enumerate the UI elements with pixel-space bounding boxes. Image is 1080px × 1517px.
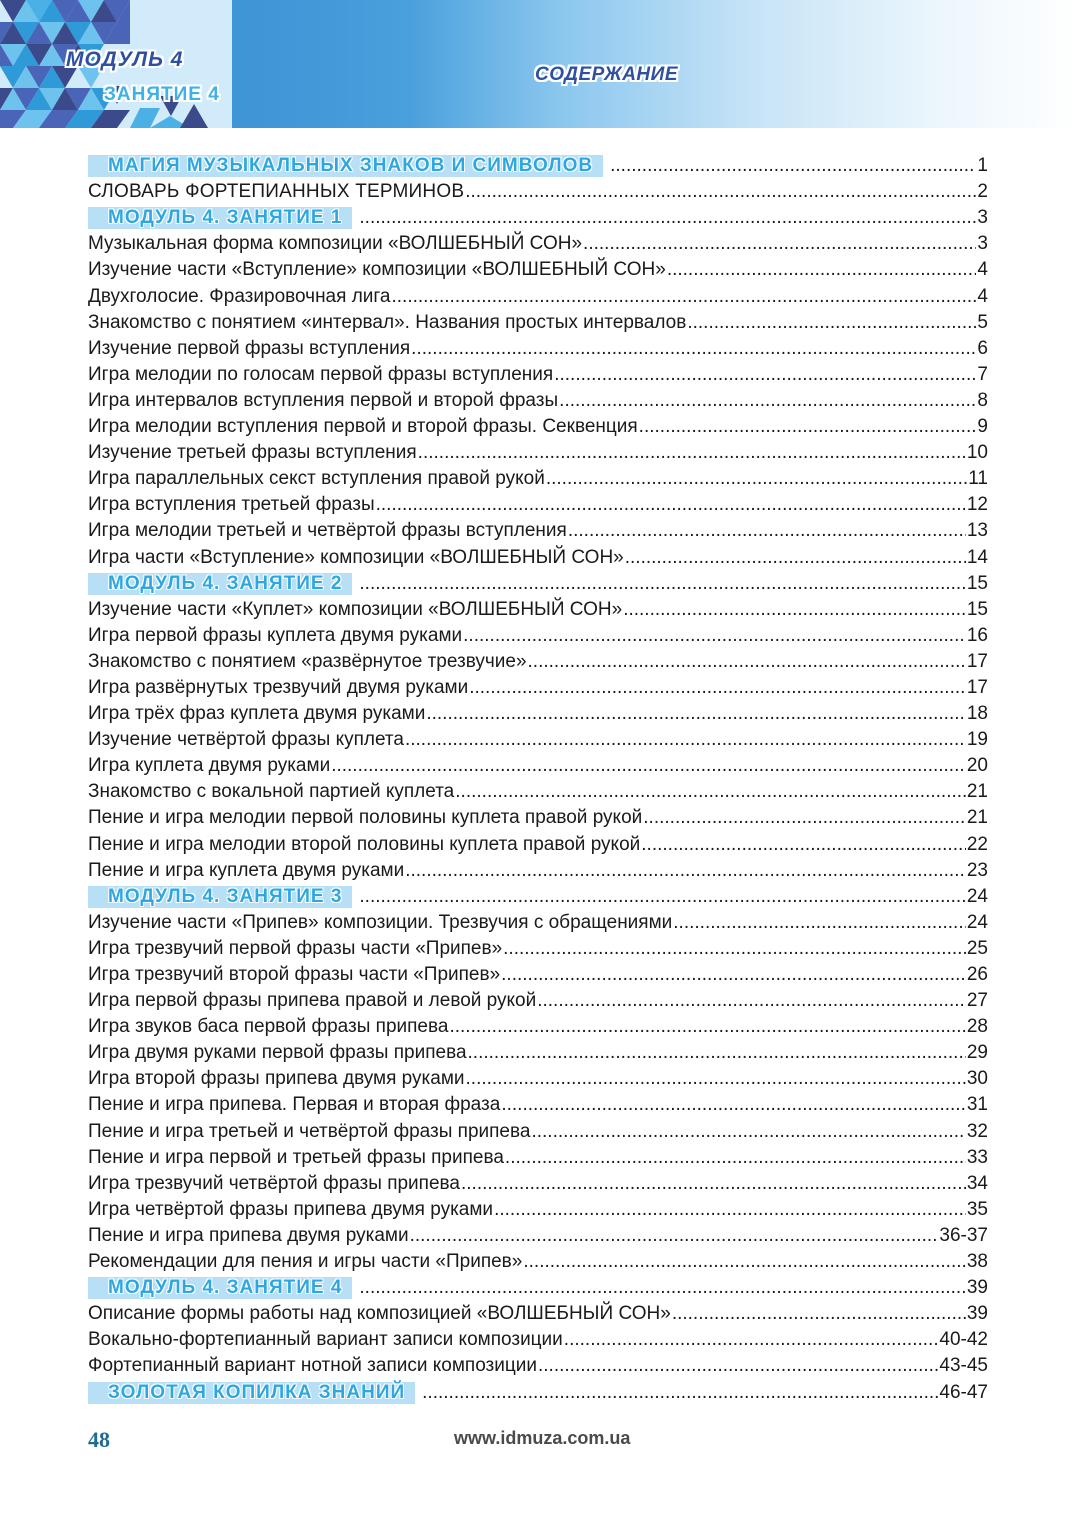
dot-leader bbox=[426, 703, 966, 725]
toc-entry[interactable] bbox=[88, 1090, 988, 1116]
toc-entry-page: 10 bbox=[966, 442, 988, 464]
toc-entry[interactable] bbox=[88, 595, 988, 621]
dot-leader bbox=[468, 1042, 966, 1064]
toc-entry[interactable] bbox=[88, 386, 988, 412]
dot-leader bbox=[501, 964, 966, 986]
toc-entry-page: 3 bbox=[977, 233, 988, 255]
toc-entry-page: 31 bbox=[966, 1094, 988, 1116]
toc-entry-page: 5 bbox=[977, 311, 988, 333]
toc-entry-title: Изучение части «Куплет» композиции «ВОЛШЕБНЫЙ СОН» bbox=[88, 598, 623, 620]
toc-entry[interactable] bbox=[88, 725, 988, 751]
toc-entry[interactable] bbox=[88, 1116, 988, 1142]
dot-leader bbox=[469, 677, 966, 699]
dot-leader bbox=[501, 1094, 966, 1116]
dot-leader bbox=[610, 155, 976, 177]
dot-leader bbox=[583, 233, 976, 255]
toc-entry-title: Рекомендации для пения и игры части «Припев» bbox=[88, 1251, 523, 1273]
toc-entry[interactable] bbox=[88, 490, 988, 516]
dot-leader bbox=[391, 286, 976, 308]
toc-entry-page: 32 bbox=[966, 1120, 988, 1142]
toc-entry-page: 39 bbox=[966, 1303, 988, 1325]
toc-entry-title: МАГИЯ МУЗЫКАЛЬНЫХ ЗНАКОВ И СИМВОЛОВ bbox=[88, 155, 603, 177]
module-label: МОДУЛЬ 4 bbox=[66, 48, 184, 71]
toc-entry[interactable] bbox=[88, 412, 988, 438]
toc-entry[interactable] bbox=[88, 308, 988, 334]
toc-entry-page: 43-45 bbox=[939, 1355, 988, 1377]
toc-entry[interactable] bbox=[88, 542, 988, 568]
toc-entry-page: 19 bbox=[966, 729, 988, 751]
toc-entry-title: Изучение части «Вступление» композиции «ВОЛШЕБНЫЙ СОН» bbox=[88, 259, 666, 281]
toc-entry-page: 15 bbox=[966, 598, 988, 620]
toc-entry-title: Описание формы работы над композицией «ВОЛШЕБНЫЙ СОН» bbox=[88, 1303, 671, 1325]
dot-leader bbox=[494, 1199, 966, 1221]
toc-entry-title: Фортепианный вариант нотной записи композиции bbox=[88, 1355, 537, 1377]
toc-entry-title: Игра звуков баса первой фразы припева bbox=[88, 1016, 449, 1038]
toc-entry-title: Игра куплета двумя руками bbox=[88, 755, 331, 777]
toc-entry-title: Игра трезвучий четвёртой фразы припева bbox=[88, 1172, 460, 1194]
page-header bbox=[0, 0, 1080, 128]
toc-entry-page: 30 bbox=[966, 1068, 988, 1090]
dot-leader bbox=[359, 207, 976, 229]
dot-leader bbox=[546, 468, 967, 490]
toc-entry-page: 46-47 bbox=[939, 1381, 988, 1403]
toc-entry[interactable] bbox=[88, 699, 988, 725]
toc-entry[interactable] bbox=[88, 1325, 988, 1351]
toc-entry-page: 40-42 bbox=[939, 1329, 988, 1351]
website-link[interactable]: www.idmuza.com.ua bbox=[454, 1428, 631, 1448]
dot-leader bbox=[466, 1068, 966, 1090]
toc-entry[interactable] bbox=[88, 1038, 988, 1064]
dot-leader bbox=[559, 390, 976, 412]
toc-entry-page: 21 bbox=[966, 781, 988, 803]
toc-entry-page: 24 bbox=[966, 911, 988, 933]
toc-entry-page: 1 bbox=[977, 155, 988, 177]
toc-entry[interactable] bbox=[88, 647, 988, 673]
dot-leader bbox=[455, 781, 966, 803]
dot-leader bbox=[405, 860, 966, 882]
toc-entry-page: 15 bbox=[966, 572, 988, 594]
toc-entry-title: Игра трезвучий второй фразы части «Припев» bbox=[88, 964, 501, 985]
toc-entry-title: Игра второй фразы припева двумя руками bbox=[88, 1068, 465, 1090]
toc-entry-title: Игра четвёртой фразы припева двумя руками bbox=[88, 1198, 494, 1220]
toc-entry-title: Пение и игра куплета двумя руками bbox=[88, 859, 405, 881]
toc-entry[interactable] bbox=[88, 516, 988, 542]
dot-leader bbox=[359, 1277, 965, 1299]
page-number: 48 bbox=[88, 1427, 110, 1452]
toc-entry[interactable] bbox=[88, 856, 988, 882]
toc-section-heading[interactable] bbox=[88, 203, 988, 229]
dot-leader bbox=[405, 729, 966, 751]
toc-entry-title: Пение и игра мелодии первой половины куплета правой рукой bbox=[88, 807, 643, 829]
toc-entry-page: 29 bbox=[966, 1042, 988, 1064]
toc-entry[interactable] bbox=[88, 829, 988, 855]
dot-leader bbox=[554, 364, 976, 386]
toc-entry-title: МОДУЛЬ 4. ЗАНЯТИЕ 2 bbox=[88, 573, 352, 595]
toc-entry-page: 35 bbox=[966, 1198, 988, 1220]
toc-entry-title: Игра трёх фраз куплета двумя руками bbox=[88, 703, 426, 725]
toc-entry-title: Пение и игра третьей и четвёртой фразы припева bbox=[88, 1120, 531, 1142]
toc-entry[interactable] bbox=[88, 777, 988, 803]
toc-entry-page: 17 bbox=[966, 650, 988, 672]
toc-entry-title: Игра трезвучий первой фразы части «Припев» bbox=[88, 937, 503, 959]
dot-leader bbox=[465, 181, 976, 203]
dot-leader bbox=[537, 990, 966, 1012]
toc-entry[interactable] bbox=[88, 986, 988, 1012]
toc-entry[interactable] bbox=[88, 751, 988, 777]
toc-entry-title: Игра мелодии третьей и четвёртой фразы вступления bbox=[88, 520, 567, 542]
dot-leader bbox=[376, 494, 966, 516]
toc-entry-page: 18 bbox=[966, 703, 988, 725]
toc-entry-title: Игра мелодии по голосам первой фразы вступления bbox=[88, 363, 554, 385]
lesson-label: ЗАНЯТИЕ 4 bbox=[104, 84, 220, 105]
toc-entry-page: 20 bbox=[966, 755, 988, 777]
dot-leader bbox=[422, 1382, 938, 1404]
toc-entry[interactable] bbox=[88, 1195, 988, 1221]
toc-entry[interactable] bbox=[88, 281, 988, 307]
page-title: СОДЕРЖАНИЕ bbox=[535, 64, 678, 85]
dot-leader bbox=[418, 442, 966, 464]
dot-leader bbox=[623, 599, 966, 621]
dot-leader bbox=[643, 807, 966, 829]
toc-entry-title: Игра первой фразы припева правой и левой рукой bbox=[88, 990, 537, 1012]
toc-section-heading[interactable] bbox=[88, 1377, 988, 1403]
dot-leader bbox=[359, 886, 965, 908]
toc-entry-title: Игра вступления третьей фразы bbox=[88, 494, 375, 516]
dot-leader bbox=[672, 1303, 966, 1325]
toc-entry-page: 34 bbox=[966, 1172, 988, 1194]
toc-entry-page: 12 bbox=[966, 494, 988, 516]
toc-entry[interactable] bbox=[88, 1351, 988, 1377]
dot-leader bbox=[667, 259, 977, 281]
dot-leader bbox=[523, 1251, 966, 1273]
toc-entry[interactable] bbox=[88, 1247, 988, 1273]
dot-leader bbox=[568, 520, 966, 542]
toc-entry[interactable] bbox=[88, 1064, 988, 1090]
toc-entry-page: 33 bbox=[966, 1146, 988, 1168]
toc-entry[interactable] bbox=[88, 255, 988, 281]
toc-entry-title: Пение и игра мелодии второй половины куплета правой рукой bbox=[88, 833, 641, 855]
dot-leader bbox=[505, 1147, 966, 1169]
dot-leader bbox=[538, 1355, 938, 1377]
toc-entry-title: МОДУЛЬ 4. ЗАНЯТИЕ 3 bbox=[88, 886, 352, 908]
dot-leader bbox=[359, 573, 965, 595]
toc-entry-title: Музыкальная форма композиции «ВОЛШЕБНЫЙ СОН» bbox=[88, 233, 583, 255]
toc-entry-title: СЛОВАРЬ ФОРТЕПИАННЫХ ТЕРМИНОВ bbox=[88, 181, 465, 203]
toc-entry-title: МОДУЛЬ 4. ЗАНЯТИЕ 4 bbox=[88, 1277, 352, 1299]
toc-entry-page: 4 bbox=[977, 285, 988, 307]
toc-entry-title: Знакомство с вокальной партией куплета bbox=[88, 781, 455, 803]
toc-entry-page: 28 bbox=[966, 1016, 988, 1038]
toc-entry-page: 25 bbox=[966, 937, 988, 959]
toc-entry-page: 39 bbox=[966, 1277, 988, 1299]
dot-leader bbox=[411, 338, 976, 360]
toc-entry-page: 36-37 bbox=[939, 1224, 988, 1246]
dot-leader bbox=[503, 938, 966, 960]
toc-entry[interactable] bbox=[88, 1143, 988, 1169]
toc-entry-page: 4 bbox=[977, 259, 988, 281]
toc-entry-title: ЗОЛОТАЯ КОПИЛКА ЗНАНИЙ bbox=[88, 1382, 415, 1404]
toc-entry-page: 11 bbox=[968, 468, 988, 490]
dot-leader bbox=[564, 1329, 939, 1351]
toc-entry[interactable] bbox=[88, 803, 988, 829]
dot-leader bbox=[528, 651, 966, 673]
toc-entry[interactable] bbox=[88, 360, 988, 386]
dot-leader bbox=[639, 416, 977, 438]
dot-leader bbox=[461, 1173, 966, 1195]
toc-entry-page: 14 bbox=[966, 546, 988, 568]
dot-leader bbox=[673, 912, 966, 934]
toc-entry[interactable] bbox=[88, 334, 988, 360]
table-of-contents bbox=[88, 151, 988, 1404]
toc-entry-page: 16 bbox=[966, 624, 988, 646]
toc-entry-page: 26 bbox=[966, 964, 988, 985]
toc-entry-title: Изучение части «Припев» композиции. Трезвучия с обращениями bbox=[88, 911, 673, 933]
toc-section-heading[interactable] bbox=[88, 151, 988, 177]
toc-entry[interactable] bbox=[88, 177, 988, 203]
toc-entry-title: Двухголосие. Фразировочная лига bbox=[88, 285, 391, 307]
toc-entry-page: 3 bbox=[977, 207, 988, 229]
toc-entry-page: 24 bbox=[966, 885, 988, 907]
toc-entry-title: Вокально-фортепианный вариант записи композиции bbox=[88, 1329, 563, 1351]
toc-entry-page: 8 bbox=[977, 389, 988, 411]
toc-entry[interactable] bbox=[88, 908, 988, 934]
dot-leader bbox=[410, 1225, 939, 1247]
toc-entry-title: Игра мелодии вступления первой и второй фразы. Секвенция bbox=[88, 416, 638, 438]
toc-entry-page: 9 bbox=[977, 416, 988, 438]
dot-leader bbox=[625, 547, 966, 569]
toc-entry-page: 27 bbox=[966, 990, 988, 1012]
dot-leader bbox=[449, 1016, 965, 1038]
toc-entry[interactable] bbox=[88, 934, 988, 960]
toc-entry[interactable] bbox=[88, 229, 988, 255]
dot-leader bbox=[531, 1121, 965, 1143]
toc-section-heading[interactable] bbox=[88, 882, 988, 908]
toc-entry[interactable] bbox=[88, 1012, 988, 1038]
toc-entry[interactable] bbox=[88, 960, 988, 986]
toc-entry-title: Пение и игра припева двумя руками bbox=[88, 1224, 409, 1246]
toc-entry-page: 21 bbox=[966, 807, 988, 829]
dot-leader bbox=[331, 755, 966, 777]
toc-entry-page: 6 bbox=[977, 337, 988, 359]
toc-section-heading[interactable] bbox=[88, 1273, 988, 1299]
dot-leader bbox=[463, 625, 966, 647]
toc-entry-title: Игра параллельных секст вступления правой рукой bbox=[88, 468, 545, 490]
toc-entry-title: Изучение четвёртой фразы куплета bbox=[88, 729, 404, 751]
toc-entry-title: Знакомство с понятием «интервал». Названия простых интервалов bbox=[88, 311, 687, 333]
toc-entry-page: 7 bbox=[977, 363, 988, 385]
toc-entry[interactable] bbox=[88, 1299, 988, 1325]
dot-leader bbox=[641, 834, 966, 856]
toc-entry-page: 23 bbox=[966, 859, 988, 881]
toc-entry-title: Знакомство с понятием «развёрнутое трезвучие» bbox=[88, 650, 527, 672]
toc-entry[interactable] bbox=[88, 673, 988, 699]
toc-entry-page: 2 bbox=[977, 181, 988, 203]
toc-entry-title: Игра части «Вступление» композиции «ВОЛШЕБНЫЙ СОН» bbox=[88, 546, 624, 568]
toc-entry-page: 38 bbox=[966, 1251, 988, 1273]
toc-entry-title: Изучение третьей фразы вступления bbox=[88, 442, 417, 464]
toc-entry[interactable] bbox=[88, 464, 988, 490]
toc-entry-page: 17 bbox=[966, 676, 988, 698]
toc-entry-title: Изучение первой фразы вступления bbox=[88, 337, 411, 359]
toc-entry-title: МОДУЛЬ 4. ЗАНЯТИЕ 1 bbox=[88, 207, 352, 229]
toc-entry-title: Пение и игра первой и третьей фразы припева bbox=[88, 1146, 504, 1168]
toc-entry-title: Игра первой фразы куплета двумя руками bbox=[88, 624, 463, 646]
toc-entry[interactable] bbox=[88, 1169, 988, 1195]
toc-entry[interactable] bbox=[88, 438, 988, 464]
toc-entry-title: Игра интервалов вступления первой и второй фразы bbox=[88, 389, 559, 411]
toc-entry-title: Игра двумя руками первой фразы припева bbox=[88, 1042, 467, 1064]
toc-entry-page: 22 bbox=[966, 833, 988, 855]
toc-entry[interactable] bbox=[88, 1221, 988, 1247]
toc-entry-page: 13 bbox=[966, 520, 988, 542]
toc-entry-title: Пение и игра припева. Первая и вторая фраза bbox=[88, 1094, 501, 1116]
toc-section-heading[interactable] bbox=[88, 569, 988, 595]
dot-leader bbox=[687, 312, 976, 334]
toc-entry-title: Игра развёрнутых трезвучий двумя руками bbox=[88, 676, 469, 698]
toc-entry[interactable] bbox=[88, 621, 988, 647]
